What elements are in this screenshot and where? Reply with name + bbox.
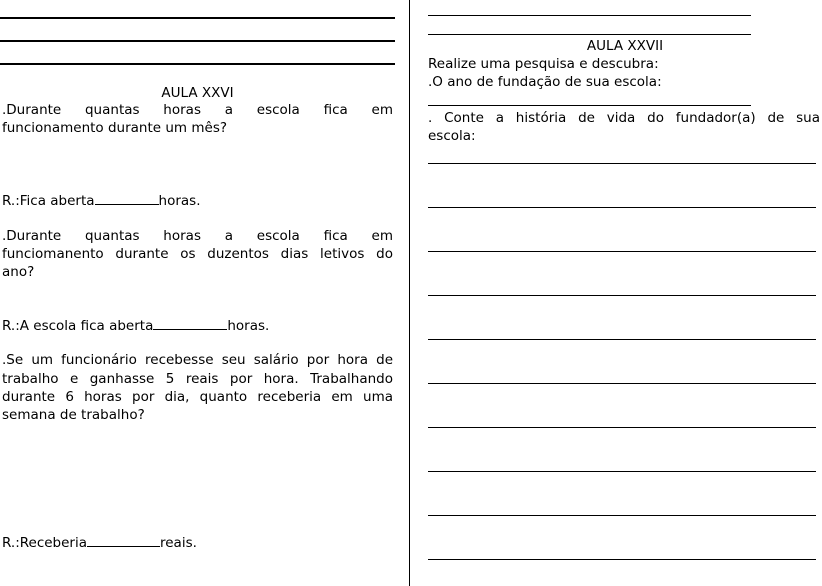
answer-line — [428, 15, 751, 16]
answer-1-blank[interactable] — [95, 191, 159, 205]
writing-line[interactable] — [428, 515, 816, 516]
lesson-title-right: AULA XXVII — [586, 38, 664, 54]
question-3-line-4: semana de trabalho? — [2, 407, 145, 423]
answer-2 — [2, 316, 269, 335]
writing-line[interactable] — [428, 383, 816, 384]
question-2-line-2: funciomanento durante os duzentos dias letivos do — [2, 246, 393, 262]
answer-line — [0, 17, 395, 19]
answer-line — [428, 34, 751, 35]
answer-2-suffix: horas. — [227, 318, 270, 334]
answer-3-blank[interactable] — [87, 533, 160, 547]
writing-line[interactable] — [428, 559, 816, 560]
research-question-1: .O ano de fundação de sua escola: — [428, 74, 662, 90]
question-2-line-1: .Durante quantas horas a escola fica em — [2, 228, 393, 244]
writing-line[interactable] — [428, 339, 816, 340]
writing-line[interactable] — [428, 471, 816, 472]
research-question-2-line-1: . Conte a história de vida do fundador(a) de sua — [428, 110, 820, 126]
answer-line — [0, 40, 395, 42]
writing-line[interactable] — [428, 251, 816, 252]
answer-1-prefix: R.:Fica aberta — [2, 193, 95, 209]
question-1-line-2: funcionamento durante um mês? — [2, 120, 228, 136]
writing-line[interactable] — [428, 163, 816, 164]
writing-line[interactable] — [428, 295, 816, 296]
writing-line[interactable] — [428, 207, 816, 208]
question-1-line-1: .Durante quantas horas a escola fica em — [2, 102, 393, 118]
answer-1 — [2, 191, 201, 210]
research-question-2-line-2: escola: — [428, 128, 476, 144]
question-3-line-1: .Se um funcionário recebesse seu salário por hora de — [2, 352, 393, 368]
answer-3-prefix: R.:Receberia — [2, 535, 87, 551]
question-2-line-3: ano? — [2, 264, 35, 280]
answer-2-prefix: R.:A escola fica aberta — [2, 318, 154, 334]
research-intro: Realize uma pesquisa e descubra: — [428, 56, 659, 72]
answer-3 — [2, 533, 197, 552]
answer-line[interactable] — [428, 105, 751, 106]
answer-1-suffix: horas. — [158, 193, 201, 209]
answer-2-blank[interactable] — [153, 316, 227, 330]
question-3-line-3: durante 6 horas por dia, quanto receberia em uma — [2, 389, 393, 405]
writing-line[interactable] — [428, 427, 816, 428]
answer-line — [0, 63, 395, 65]
question-3-line-2: trabalho e ganhasse 5 reais por hora. Trabalhando — [2, 371, 393, 387]
column-divider — [409, 0, 410, 586]
lesson-title-left: AULA XXVI — [161, 85, 234, 101]
answer-3-suffix: reais. — [160, 535, 197, 551]
